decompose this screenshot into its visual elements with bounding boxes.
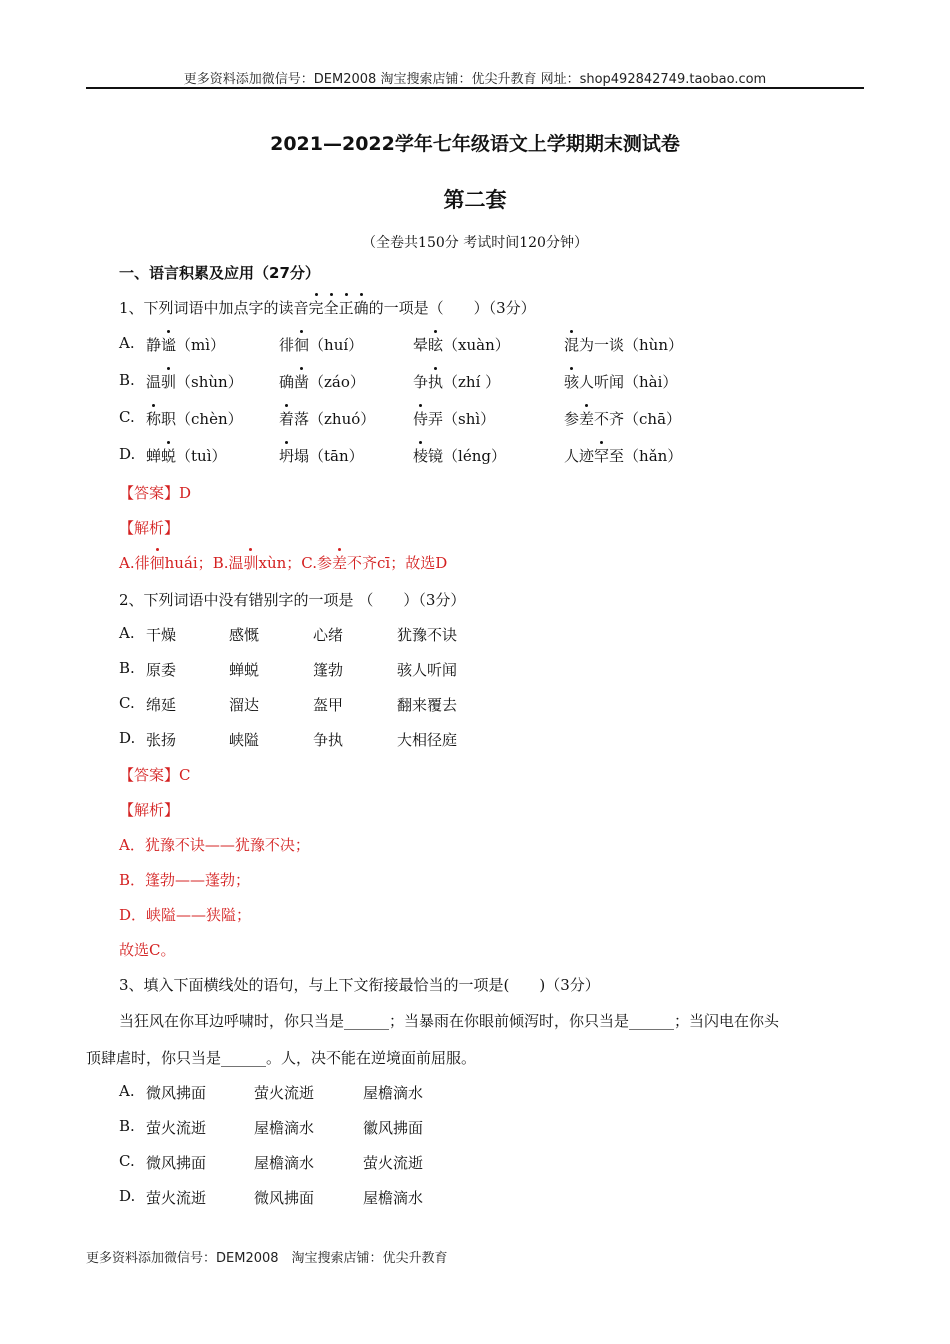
q3-option-word: 屋檐滴水	[254, 1154, 315, 1172]
q2-analysis-line: B．篷勃——蓬勃；	[119, 871, 251, 889]
page-header: 更多资料添加微信号：DEM2008 淘宝搜索店铺：优尖升教育 网址：shop492842749.taobao.com	[183, 72, 767, 87]
q1-option-word	[279, 334, 363, 355]
q2-option-letter: C.	[119, 694, 135, 712]
q1-stem-dot-char: 完	[308, 299, 324, 317]
q1-option-letter: A.	[119, 334, 135, 352]
q3-option-word: 微风拂面	[146, 1084, 207, 1102]
dotted-char: 驯	[243, 554, 259, 572]
word-part: 静	[146, 336, 162, 354]
dotted-char: 差	[579, 410, 595, 428]
q2-option-word: 心绪	[313, 626, 344, 644]
dotted-char: 执	[428, 373, 444, 391]
analysis-part: 不齐cī；故选D	[347, 554, 448, 572]
q2-analysis-line: 故选C。	[119, 941, 176, 959]
q1-option-word	[413, 334, 510, 355]
analysis-part: B.温	[212, 554, 244, 572]
q1-analysis-label: 【解析】	[119, 519, 180, 537]
dotted-char: 棱	[413, 447, 429, 465]
dotted-char: 凿	[294, 373, 310, 391]
word-part: 争	[413, 373, 429, 391]
exam-info: （全卷共150分 考试时间120分钟）	[362, 235, 588, 251]
dotted-char: 着	[279, 410, 295, 428]
q1-option-letter: C.	[119, 408, 135, 426]
q1-stem-dot-char: 全	[323, 299, 339, 317]
q3-option-word: 屋檐滴水	[254, 1119, 315, 1137]
word-part: （tuì）	[176, 447, 227, 465]
q2-option-word: 争执	[313, 731, 344, 749]
header-divider	[86, 87, 864, 89]
word-part: 弄（shì）	[428, 410, 496, 428]
q2-analysis-line: A．犹豫不诀——犹豫不决；	[119, 836, 310, 854]
q2-option-letter: B.	[119, 659, 135, 677]
q3-option-letter: B.	[119, 1117, 135, 1135]
q2-analysis-line: D．峡隘——狭隘；	[119, 906, 252, 924]
q1-stem-dot-char: 正	[338, 299, 354, 317]
q2-option-word: 大相径庭	[397, 731, 458, 749]
word-part: （zhí ）	[443, 373, 501, 391]
q2-option-word: 干燥	[146, 626, 177, 644]
q2-option-letter: A.	[119, 624, 135, 642]
q1-option-word	[279, 408, 375, 429]
q3-option-word: 萤火流逝	[363, 1154, 424, 1172]
q1-option-word	[564, 371, 677, 392]
word-part: 确	[279, 373, 295, 391]
analysis-part: A.徘	[119, 554, 150, 572]
q1-answer: 【答案】D	[119, 484, 192, 502]
word-part: （xuàn）	[443, 336, 510, 354]
q1-option-word	[564, 334, 683, 355]
q2-option-word: 翻来覆去	[397, 696, 458, 714]
word-part: 参	[564, 410, 580, 428]
dotted-char: 混	[564, 336, 580, 354]
q3-passage-line: 当狂风在你耳边呼啸时，你只当是______；当暴雨在你眼前倾泻时，你只当是______；当闪电在你头	[119, 1012, 780, 1030]
word-part: 人迹	[564, 447, 595, 465]
dotted-char: 蜕	[161, 447, 177, 465]
q3-option-word: 微风拂面	[146, 1154, 207, 1172]
q1-option-word	[146, 408, 243, 429]
dotted-char: 骇	[564, 373, 580, 391]
q3-option-letter: D.	[119, 1187, 136, 1205]
q3-option-letter: A.	[119, 1082, 135, 1100]
word-part: 晕	[413, 336, 429, 354]
q3-option-letter: C.	[119, 1152, 135, 1170]
q2-option-word: 犹豫不诀	[397, 626, 458, 644]
dotted-char: 徊	[149, 554, 165, 572]
q1-option-word	[413, 408, 495, 429]
word-part: （mì）	[176, 336, 226, 354]
dotted-char: 谧	[161, 336, 177, 354]
word-part: 职（chèn）	[161, 410, 243, 428]
q2-option-word: 绵延	[146, 696, 177, 714]
dotted-char: 罕	[594, 447, 610, 465]
q3-option-word: 萤火流逝	[146, 1189, 207, 1207]
q1-option-word	[146, 371, 243, 392]
q1-option-word	[146, 445, 227, 466]
dotted-char: 称	[146, 410, 162, 428]
q1-option-letter: D.	[119, 445, 136, 463]
word-part: （huí）	[309, 336, 364, 354]
word-part: （shùn）	[176, 373, 243, 391]
word-part: 蝉	[146, 447, 162, 465]
dotted-char: 驯	[161, 373, 177, 391]
word-part: 镜（léng）	[428, 447, 506, 465]
analysis-part: xùn；	[258, 554, 302, 572]
q1-option-letter: B.	[119, 371, 135, 389]
q2-stem: 2、下列词语中没有错别字的一项是 （ ）（3分）	[119, 591, 466, 609]
q3-stem: 3、填入下面横线处的语句，与上下文衔接最恰当的一项是( )（3分）	[119, 976, 600, 994]
q2-answer: 【答案】C	[119, 766, 191, 784]
word-part: 不齐（chā）	[594, 410, 682, 428]
q3-passage-line: 顶肆虐时，你只当是______。人，决不能在逆境面前屈服。	[86, 1049, 477, 1067]
analysis-part: huái；	[164, 554, 213, 572]
word-part: 塌（tān）	[294, 447, 364, 465]
dotted-char: 眩	[428, 336, 444, 354]
word-part: 徘	[279, 336, 295, 354]
q2-option-word: 张扬	[146, 731, 177, 749]
q1-option-word	[146, 334, 225, 355]
page-footer: 更多资料添加微信号：DEM2008 淘宝搜索店铺：优尖升教育	[86, 1251, 448, 1266]
word-part: 为一谈（hùn）	[579, 336, 683, 354]
q3-option-word: 徽风拂面	[363, 1119, 424, 1137]
q3-option-word: 屋檐滴水	[363, 1189, 424, 1207]
q1-option-word	[413, 371, 500, 392]
q2-option-word: 骇人听闻	[397, 661, 458, 679]
q3-option-word: 屋檐滴水	[363, 1084, 424, 1102]
q3-option-word: 微风拂面	[254, 1189, 315, 1207]
q1-option-word	[564, 408, 681, 429]
q2-analysis-label: 【解析】	[119, 801, 180, 819]
word-part: 人听闻（hài）	[579, 373, 678, 391]
q1-option-word	[413, 445, 506, 466]
q1-analysis-text	[119, 552, 447, 573]
word-part: 至（hǎn）	[609, 447, 683, 465]
dotted-char: 侍	[413, 410, 429, 428]
q3-option-word: 萤火流逝	[146, 1119, 207, 1137]
q3-option-word: 萤火流逝	[254, 1084, 315, 1102]
q1-option-word	[279, 371, 365, 392]
exam-title: 2021—2022学年七年级语文上学期期末测试卷	[270, 133, 680, 155]
q1-option-word	[279, 445, 364, 466]
section-heading: 一、语言积累及应用（27分）	[119, 264, 320, 282]
q2-option-word: 蝉蜕	[229, 661, 260, 679]
q2-option-letter: D.	[119, 729, 136, 747]
dotted-char: 差	[332, 554, 348, 572]
word-part: （záo）	[309, 373, 365, 391]
q1-stem: 1、下列词语中加点字的读音完全正确的一项是（ ）（3分）	[119, 299, 536, 317]
analysis-part: C.参	[301, 554, 332, 572]
q2-option-word: 盔甲	[313, 696, 344, 714]
q2-option-word: 篷勃	[313, 661, 344, 679]
q1-option-word	[564, 445, 682, 466]
q2-option-word: 原委	[146, 661, 177, 679]
q2-option-word: 溜达	[229, 696, 260, 714]
q1-stem-dot-char: 确	[353, 299, 369, 317]
q2-option-word: 感慨	[229, 626, 260, 644]
word-part: 落（zhuó）	[294, 410, 376, 428]
word-part: 温	[146, 373, 162, 391]
exam-set-label: 第二套	[443, 188, 507, 212]
dotted-char: 坍	[279, 447, 295, 465]
dotted-char: 徊	[294, 336, 310, 354]
q2-option-word: 峡隘	[229, 731, 260, 749]
